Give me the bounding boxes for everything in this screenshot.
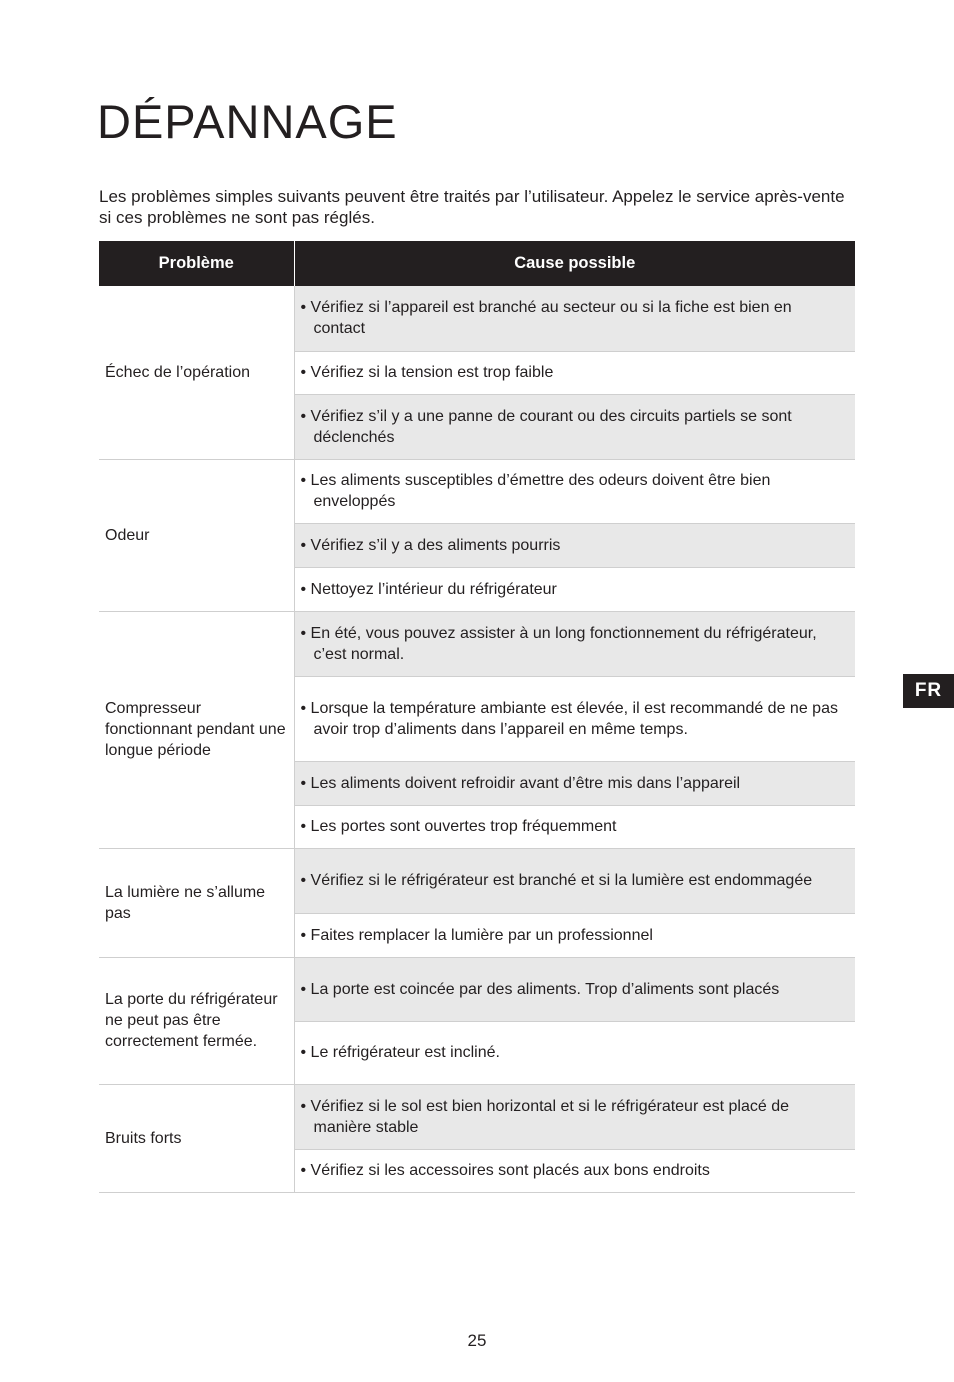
troubleshooting-table	[99, 241, 855, 1193]
cause-cell: • Vérifiez si les accessoires sont placés aux bons endroits	[294, 1149, 855, 1192]
cause-cell: • Lorsque la température ambiante est élevée, il est recommandé de ne pas avoir trop d’aliments dans l’appareil en même temps.	[294, 676, 855, 761]
table-header-row	[99, 241, 855, 286]
cause-cell: • Vérifiez s’il y a des aliments pourris	[294, 523, 855, 567]
problem-cell: Compresseur fonctionnant pendant une longue période	[99, 611, 294, 848]
header-problem: Problème	[99, 241, 294, 286]
page-number: 25	[467, 1331, 487, 1350]
cause-cell: • Faites remplacer la lumière par un professionnel	[294, 913, 855, 957]
cause-cell: • Vérifiez si la tension est trop faible	[294, 351, 855, 394]
language-tab: FR	[903, 674, 954, 708]
table-row	[99, 1084, 855, 1149]
table-row	[99, 957, 855, 1021]
cause-cell: • Vérifiez si l’appareil est branché au secteur ou si la fiche est bien en contact	[294, 286, 855, 351]
cause-cell: • Vérifiez si le sol est bien horizontal et si le réfrigérateur est placé de manière stable	[294, 1084, 855, 1149]
problem-cell: La lumière ne s’allume pas	[99, 848, 294, 957]
page-title: DÉPANNAGE	[97, 95, 398, 148]
cause-cell: • Les aliments susceptibles d’émettre des odeurs doivent être bien enveloppés	[294, 459, 855, 523]
cause-cell: • Nettoyez l’intérieur du réfrigérateur	[294, 567, 855, 611]
cause-cell: • Les aliments doivent refroidir avant d’être mis dans l’appareil	[294, 761, 855, 805]
problem-cell: Odeur	[99, 459, 294, 611]
problem-cell: Échec de l’opération	[99, 286, 294, 459]
intro-text: Les problèmes simples suivants peuvent être traités par l’utilisateur. Appelez le service après-vente si ces problèmes ne sont pas réglés.	[99, 187, 845, 227]
problem-cell: Bruits forts	[99, 1084, 294, 1192]
cause-cell: • Vérifiez s’il y a une panne de courant ou des circuits partiels se sont déclenchés	[294, 394, 855, 459]
cause-cell: • Les portes sont ouvertes trop fréquemment	[294, 805, 855, 848]
cause-cell: • La porte est coincée par des aliments. Trop d’aliments sont placés	[294, 957, 855, 1021]
cause-cell: • Vérifiez si le réfrigérateur est branché et si la lumière est endommagée	[294, 848, 855, 913]
table-row	[99, 611, 855, 676]
cause-cell: • En été, vous pouvez assister à un long fonctionnement du réfrigérateur, c’est normal.	[294, 611, 855, 676]
header-cause: Cause possible	[294, 241, 855, 286]
table-row	[99, 459, 855, 523]
problem-cell: La porte du réfrigérateur ne peut pas être correctement fermée.	[99, 957, 294, 1084]
table-row	[99, 848, 855, 913]
table-row	[99, 286, 855, 351]
cause-cell: • Le réfrigérateur est incliné.	[294, 1021, 855, 1084]
